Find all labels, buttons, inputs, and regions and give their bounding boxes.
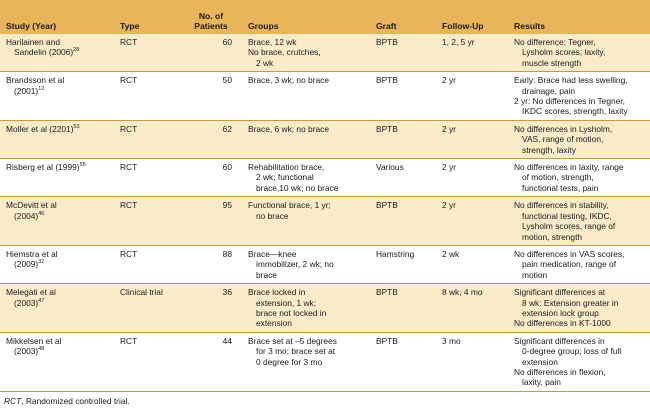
results-line: strength, laxity <box>522 144 576 155</box>
cell-followup: 2 yr <box>442 123 456 134</box>
header-type: Type <box>120 21 140 31</box>
groups-line: brace <box>256 269 277 280</box>
cell-study <box>0 245 114 283</box>
cell-groups <box>242 197 370 246</box>
results-line: No differences in laxity, range <box>514 162 624 173</box>
results-line: drainage, pain <box>522 85 576 96</box>
groups-line: Brace, 3 wk; no brace <box>248 75 329 86</box>
cell-graft: Hamstring <box>376 248 415 259</box>
groups-line: extension <box>256 318 292 329</box>
groups-line: Brace, 12 wk <box>248 37 297 47</box>
header-results: Results <box>514 21 546 31</box>
results-line: functional tests, pain <box>522 182 599 193</box>
cell-followup: 2 yr <box>442 162 456 173</box>
study-line: $(2001)^{12}$ <box>14 85 45 96</box>
results-line: VAS, range of motion, <box>522 134 604 145</box>
reference-number: 28 <box>73 47 80 54</box>
results-line: motion, strength <box>522 231 583 242</box>
results-line: 2 yr: No differences in Tegner, <box>514 96 625 107</box>
results-line: of motion, strength, <box>522 172 594 183</box>
study-line: Moller et al $(2201)^{53}$ <box>6 123 80 134</box>
cell-type: RCT <box>120 75 138 86</box>
groups-line: Rehabilitation brace, <box>248 162 325 173</box>
cell-graft: BPTB <box>376 200 398 211</box>
cell-graft: BPTB <box>376 123 398 134</box>
table-row <box>0 72 650 121</box>
cell-results <box>508 284 650 333</box>
study-line: $(2003)^{47}$ <box>14 297 45 308</box>
cell-groups <box>242 245 370 283</box>
table-row <box>0 245 650 283</box>
header-patients <box>178 0 242 34</box>
cell-type: RCT <box>120 200 138 211</box>
cell-patients: 44 <box>222 335 232 346</box>
study-line: $(2003)^{48}$ <box>14 346 45 357</box>
cell-groups <box>242 120 370 158</box>
groups-line: 0 degree for 3 mo <box>256 356 323 367</box>
cell-followup: 2 wk <box>442 248 460 259</box>
cell-type: Clinical trial <box>120 287 163 298</box>
reference-number: 53 <box>73 124 80 131</box>
results-line: No differences in VAS scores, <box>514 248 625 259</box>
groups-line: brace,10 wk; no brace <box>256 182 339 193</box>
cell-study <box>0 120 114 158</box>
cell-groups <box>242 332 370 391</box>
cell-groups <box>242 72 370 121</box>
reference-number: 46 <box>38 210 45 217</box>
results-line: extension lock group <box>522 307 599 318</box>
results-line: No differences in KT-1000 <box>514 318 611 329</box>
cell-graft: BPTB <box>376 287 398 298</box>
groups-line: for 3 mo; brace set at <box>256 346 336 357</box>
footnote-text: , Randomized controlled trial. <box>21 396 130 406</box>
reference-number: 12 <box>38 85 45 92</box>
results-line: Significant differences in <box>514 335 605 346</box>
study-line: McDevitt et al <box>6 200 57 211</box>
results-line: Lysholm scores, range of <box>522 221 616 232</box>
results-line: extension <box>522 356 558 367</box>
study-line: Melegati et al <box>6 287 56 298</box>
results-line: functional testing, IKDC, <box>522 210 612 221</box>
cell-patients: 62 <box>222 123 232 134</box>
study-line: $(2004)^{46}$ <box>14 210 45 221</box>
results-line: No differences in stability, <box>514 200 609 211</box>
header-patients-line2: Patients <box>194 21 228 31</box>
reference-number: 55 <box>79 162 86 169</box>
cell-study <box>0 159 114 197</box>
results-line: 0-degree group; loss of full <box>522 346 622 357</box>
groups-line: immobilizer, 2 wk; no <box>256 259 334 270</box>
cell-graft: Various <box>376 162 404 173</box>
cell-followup: 8 wk, 4 mo <box>442 287 483 298</box>
study-line: Risberg et al $(1999)^{55}$ <box>6 162 86 173</box>
table-row <box>0 332 650 391</box>
results-line: No difference: Tegner, <box>514 37 596 47</box>
study-line: Sandelin $(2006)^{28}$ <box>14 47 80 58</box>
cell-results <box>508 72 650 121</box>
cell-followup: 2 yr <box>442 75 456 86</box>
cell-groups <box>242 159 370 197</box>
cell-groups <box>242 284 370 333</box>
cell-results <box>508 245 650 283</box>
cell-patients: 50 <box>222 75 232 86</box>
results-line: pain medication, range of <box>522 259 617 270</box>
reference-number: 48 <box>38 346 45 353</box>
footnote-abbr: RCT <box>4 396 22 406</box>
cell-results <box>508 34 650 72</box>
header-patients-line1: No. of <box>198 11 224 21</box>
cell-study <box>0 34 114 72</box>
results-line: IKDC scores, strength, laxity <box>522 106 628 117</box>
reference-number: 47 <box>38 297 45 304</box>
header-groups: Groups <box>248 21 279 31</box>
results-line: No differences in Lysholm, <box>514 123 613 134</box>
cell-results <box>508 159 650 197</box>
cell-results <box>508 120 650 158</box>
groups-line: Brace locked in <box>248 287 306 298</box>
cell-patients: 95 <box>222 200 232 211</box>
cell-followup: 2 yr <box>442 200 456 211</box>
study-line: Brandsson et al <box>6 75 65 86</box>
results-line: 8 wk: Extension greater in <box>522 297 619 308</box>
groups-line: 2 wk; functional <box>256 172 314 183</box>
table-body <box>0 34 650 391</box>
cell-patients: 60 <box>222 37 232 47</box>
groups-line: 2 wk <box>256 57 274 68</box>
reference-number: 32 <box>38 259 45 266</box>
groups-line: brace not locked in <box>256 307 327 318</box>
footnote <box>4 396 130 406</box>
results-line: laxity, pain <box>522 377 561 388</box>
cell-study <box>0 197 114 246</box>
cell-study <box>0 284 114 333</box>
cell-study <box>0 332 114 391</box>
cell-study <box>0 72 114 121</box>
cell-patients: 60 <box>222 162 232 173</box>
study-line: Mikkelsen et al <box>6 335 62 346</box>
table-row <box>0 284 650 333</box>
cell-type: RCT <box>120 37 138 47</box>
header-graft: Graft <box>376 21 397 31</box>
table-header-row <box>0 0 650 34</box>
results-line: Lysholm scores; laxity, <box>522 47 606 58</box>
header-study: Study (Year) <box>6 21 57 31</box>
results-line: Significant differences at <box>514 287 606 298</box>
cell-followup: 3 mo <box>442 335 461 346</box>
cell-patients: 88 <box>222 248 232 259</box>
table-row <box>0 120 650 158</box>
table-row <box>0 159 650 197</box>
cell-followup: 1, 2, 5 yr <box>442 37 475 47</box>
cell-type: RCT <box>120 123 138 134</box>
cell-results <box>508 197 650 246</box>
cell-graft: BPTB <box>376 335 398 346</box>
study-line: Harilainen and <box>6 37 61 47</box>
header-followup: Follow-Up <box>442 21 484 31</box>
table-row <box>0 197 650 246</box>
results-line: Early: Brace had less swelling, <box>514 75 628 86</box>
table-row <box>0 34 650 72</box>
groups-line: Brace set at –5 degrees <box>248 335 337 346</box>
groups-line: extension, 1 wk; <box>256 297 317 308</box>
results-line: muscle strength <box>522 57 582 68</box>
cell-type: RCT <box>120 335 138 346</box>
groups-line: No brace, crutches, <box>248 47 321 58</box>
study-line: $(2009)^{32}$ <box>14 259 45 270</box>
groups-line: Functional brace, 1 yr; <box>248 200 331 211</box>
cell-type: RCT <box>120 248 138 259</box>
cell-patients: 36 <box>222 287 232 298</box>
results-line: No differences in flexion, <box>514 366 606 377</box>
study-line: Hiemstra et al <box>6 248 58 259</box>
groups-line: no brace <box>256 210 289 221</box>
cell-groups <box>242 34 370 72</box>
results-line: motion <box>522 269 548 280</box>
groups-line: Brace, 6 wk; no brace <box>248 123 329 134</box>
cell-type: RCT <box>120 162 138 173</box>
cell-graft: BPTB <box>376 37 398 47</box>
cell-graft: BPTB <box>376 75 398 86</box>
groups-line: Brace—knee <box>248 248 297 259</box>
cell-results <box>508 332 650 391</box>
